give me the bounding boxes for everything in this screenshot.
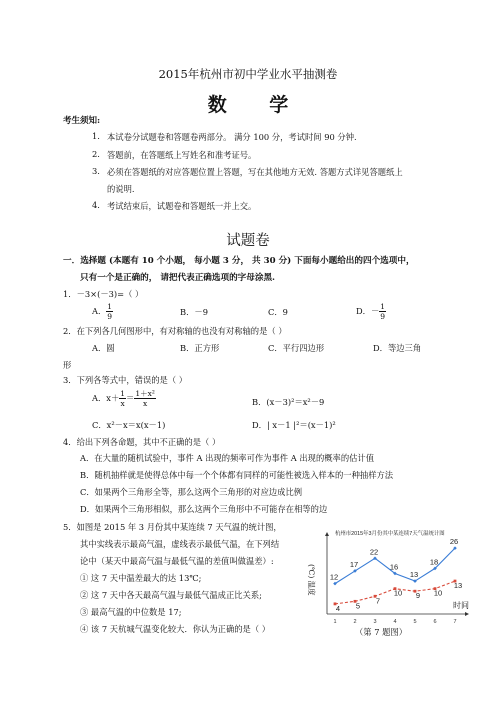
data-label: 9 — [415, 591, 421, 601]
notice-item-text: 答题前，在答题纸上写姓名和准考证号。 — [107, 150, 257, 160]
question-3-option-d: D．| x－1 |²＝(x－1)² — [252, 420, 336, 430]
notice-item-num: 3. — [92, 166, 100, 176]
numerator: 1 — [380, 302, 386, 311]
question-3-option-b: B．(x－3)²＝x²－9 — [252, 397, 325, 407]
question-2-option-d-cont: 形 — [63, 360, 72, 370]
data-label: 16 — [389, 562, 399, 572]
denominator: 9 — [107, 312, 113, 321]
numerator: 1＋x² — [135, 389, 155, 398]
question-2-option-c: C．平行四边形 — [268, 343, 325, 353]
question-1-option-b: B．－9 — [180, 307, 208, 317]
question-3-option-c: C．x²－x＝x(x－1) — [92, 420, 166, 430]
option-label: D．－ — [356, 306, 380, 316]
x-tick-label: 7 — [453, 619, 457, 625]
question-2-option-a: A．圆 — [92, 343, 115, 353]
x-tick-label: 5 — [413, 619, 417, 625]
notice-item-num: 1. — [92, 131, 100, 141]
x-tick-label: 3 — [373, 619, 377, 625]
subject-title: 数 学 — [207, 94, 307, 116]
x-tick-label: 1 — [333, 619, 337, 625]
data-label: 10 — [433, 588, 443, 598]
question-1-option-a — [92, 302, 113, 321]
question-5-statement-4: ④ 该 7 天杭城气温变化较大．你认为正确的是（ ） — [80, 624, 271, 634]
numerator: 1 — [107, 302, 113, 311]
section-title: 试题卷 — [226, 233, 270, 249]
data-label: 22 — [369, 547, 379, 557]
notice-item-num: 2. — [92, 149, 100, 159]
question-2-option-d: D．等边三角 — [373, 343, 422, 353]
question-5-statement-1: ① 这 7 天中温差最大的达 13℃; — [80, 573, 202, 583]
question-5-statement-2: ② 这 7 天中各天最高气温与最低气温成正比关系; — [80, 590, 262, 600]
question-3-option-a — [92, 389, 156, 408]
question-5-stem-cont: 论中（某天中最高气温与最低气温的差值叫做温差）: — [80, 556, 274, 566]
data-label: 12 — [329, 572, 339, 582]
question-2-option-b: B．正方形 — [180, 343, 220, 353]
data-label: 18 — [429, 557, 439, 567]
option-label: A． — [92, 306, 107, 316]
denominator: x — [120, 399, 125, 408]
figure-caption: （第 7 题图） — [355, 627, 408, 637]
option-label: A．x＋ — [92, 393, 120, 403]
data-label: 17 — [349, 559, 359, 569]
data-label: 10 — [393, 588, 403, 598]
numerator: 1 — [120, 389, 126, 398]
question-4-stem: 4．给出下列各命题，其中不正确的是（ ） — [63, 437, 221, 447]
data-label: 5 — [355, 601, 361, 611]
denominator: 9 — [380, 312, 386, 321]
question-3-stem: 3．下列各等式中，错误的是（ ） — [63, 375, 188, 385]
y-axis-arrow — [325, 532, 329, 536]
paper-title: 2015年杭州市初中学业水平抽测卷 — [158, 67, 338, 81]
notice-item-text: 的说明. — [107, 184, 135, 194]
question-5-stem: 5．如图是 2015 年 3 月份其中某连续 7 天气温的统计图， — [63, 522, 282, 532]
question-4-option-c: C．如果两个三角形全等，那么这两个三角形的对应边成比例 — [80, 487, 303, 497]
temperature-chart-svg — [303, 524, 471, 640]
fraction — [379, 302, 386, 321]
question-4-option-a: A．在大量的随机试验中，事件 A 出现的频率可作为事件 A 出现的概率的估计值 — [80, 453, 375, 463]
question-5-statement-3: ③ 最高气温的中位数是 17; — [80, 607, 182, 617]
part1-heading: 一．选择题 (本题有 10 个小题， 每小题 3 分， 共 30 分) 下面每小题给出的四个选项中， — [63, 256, 415, 266]
data-label: 4 — [335, 603, 341, 613]
notice-item-text: 本试卷分试题卷和答题卷两部分。 满分 100 分，考试时间 90 分钟. — [107, 132, 357, 142]
question-4-option-b: B．随机抽样就是使得总体中每一个个体都有同样的可能性被选入样本的一种抽样方法 — [80, 470, 394, 480]
x-axis-arrow — [465, 612, 469, 616]
y-axis-label: (℃) 温度 — [307, 564, 316, 596]
equals-sign: ＝ — [126, 393, 135, 403]
question-4-option-d: D．如果两个三角形相似，那么这两个三角形中不可能存在相等的边 — [80, 504, 328, 514]
x-tick-label: 2 — [353, 619, 357, 625]
notice-item-num: 4. — [92, 200, 100, 210]
data-label: 7 — [375, 596, 381, 606]
question-2-stem: 2．在下列各几何图形中，有对称轴的也没有对称轴的是（ ） — [63, 326, 287, 336]
x-tick-label: 4 — [393, 619, 397, 625]
denominator: x — [143, 399, 148, 408]
x-tick-label: 6 — [433, 619, 437, 625]
notice-item-text: 考试结束后，试题卷和答题纸一并上交。 — [107, 201, 257, 211]
fraction — [134, 389, 156, 408]
notice-heading: 考生须知: — [63, 116, 101, 126]
question-5-stem-cont: 其中实线表示最高气温，虚线表示最低气温，在下列结 — [80, 539, 280, 549]
chart-title: 杭州市2015年3月份其中某连续7天气温统计图 — [335, 531, 445, 537]
question-1-stem: 1．－3×(－3)=（ ） — [63, 289, 144, 299]
fraction — [106, 302, 113, 321]
part1-heading-cont: 只有一个是正确的， 请把代表正确选项的字母涂黑. — [80, 273, 276, 283]
question-1-option-c: C．9 — [268, 307, 288, 317]
temperature-chart — [303, 524, 471, 640]
x-axis-label: 时间 — [453, 601, 469, 610]
data-label: 13 — [453, 581, 463, 591]
data-label: 13 — [409, 570, 419, 580]
question-1-option-d — [356, 302, 386, 321]
data-label: 26 — [449, 537, 459, 547]
notice-item-text: 必须在答题纸的对应答题位置上答题，写在其他地方无效. 答题方式详见答题纸上 — [107, 167, 403, 177]
